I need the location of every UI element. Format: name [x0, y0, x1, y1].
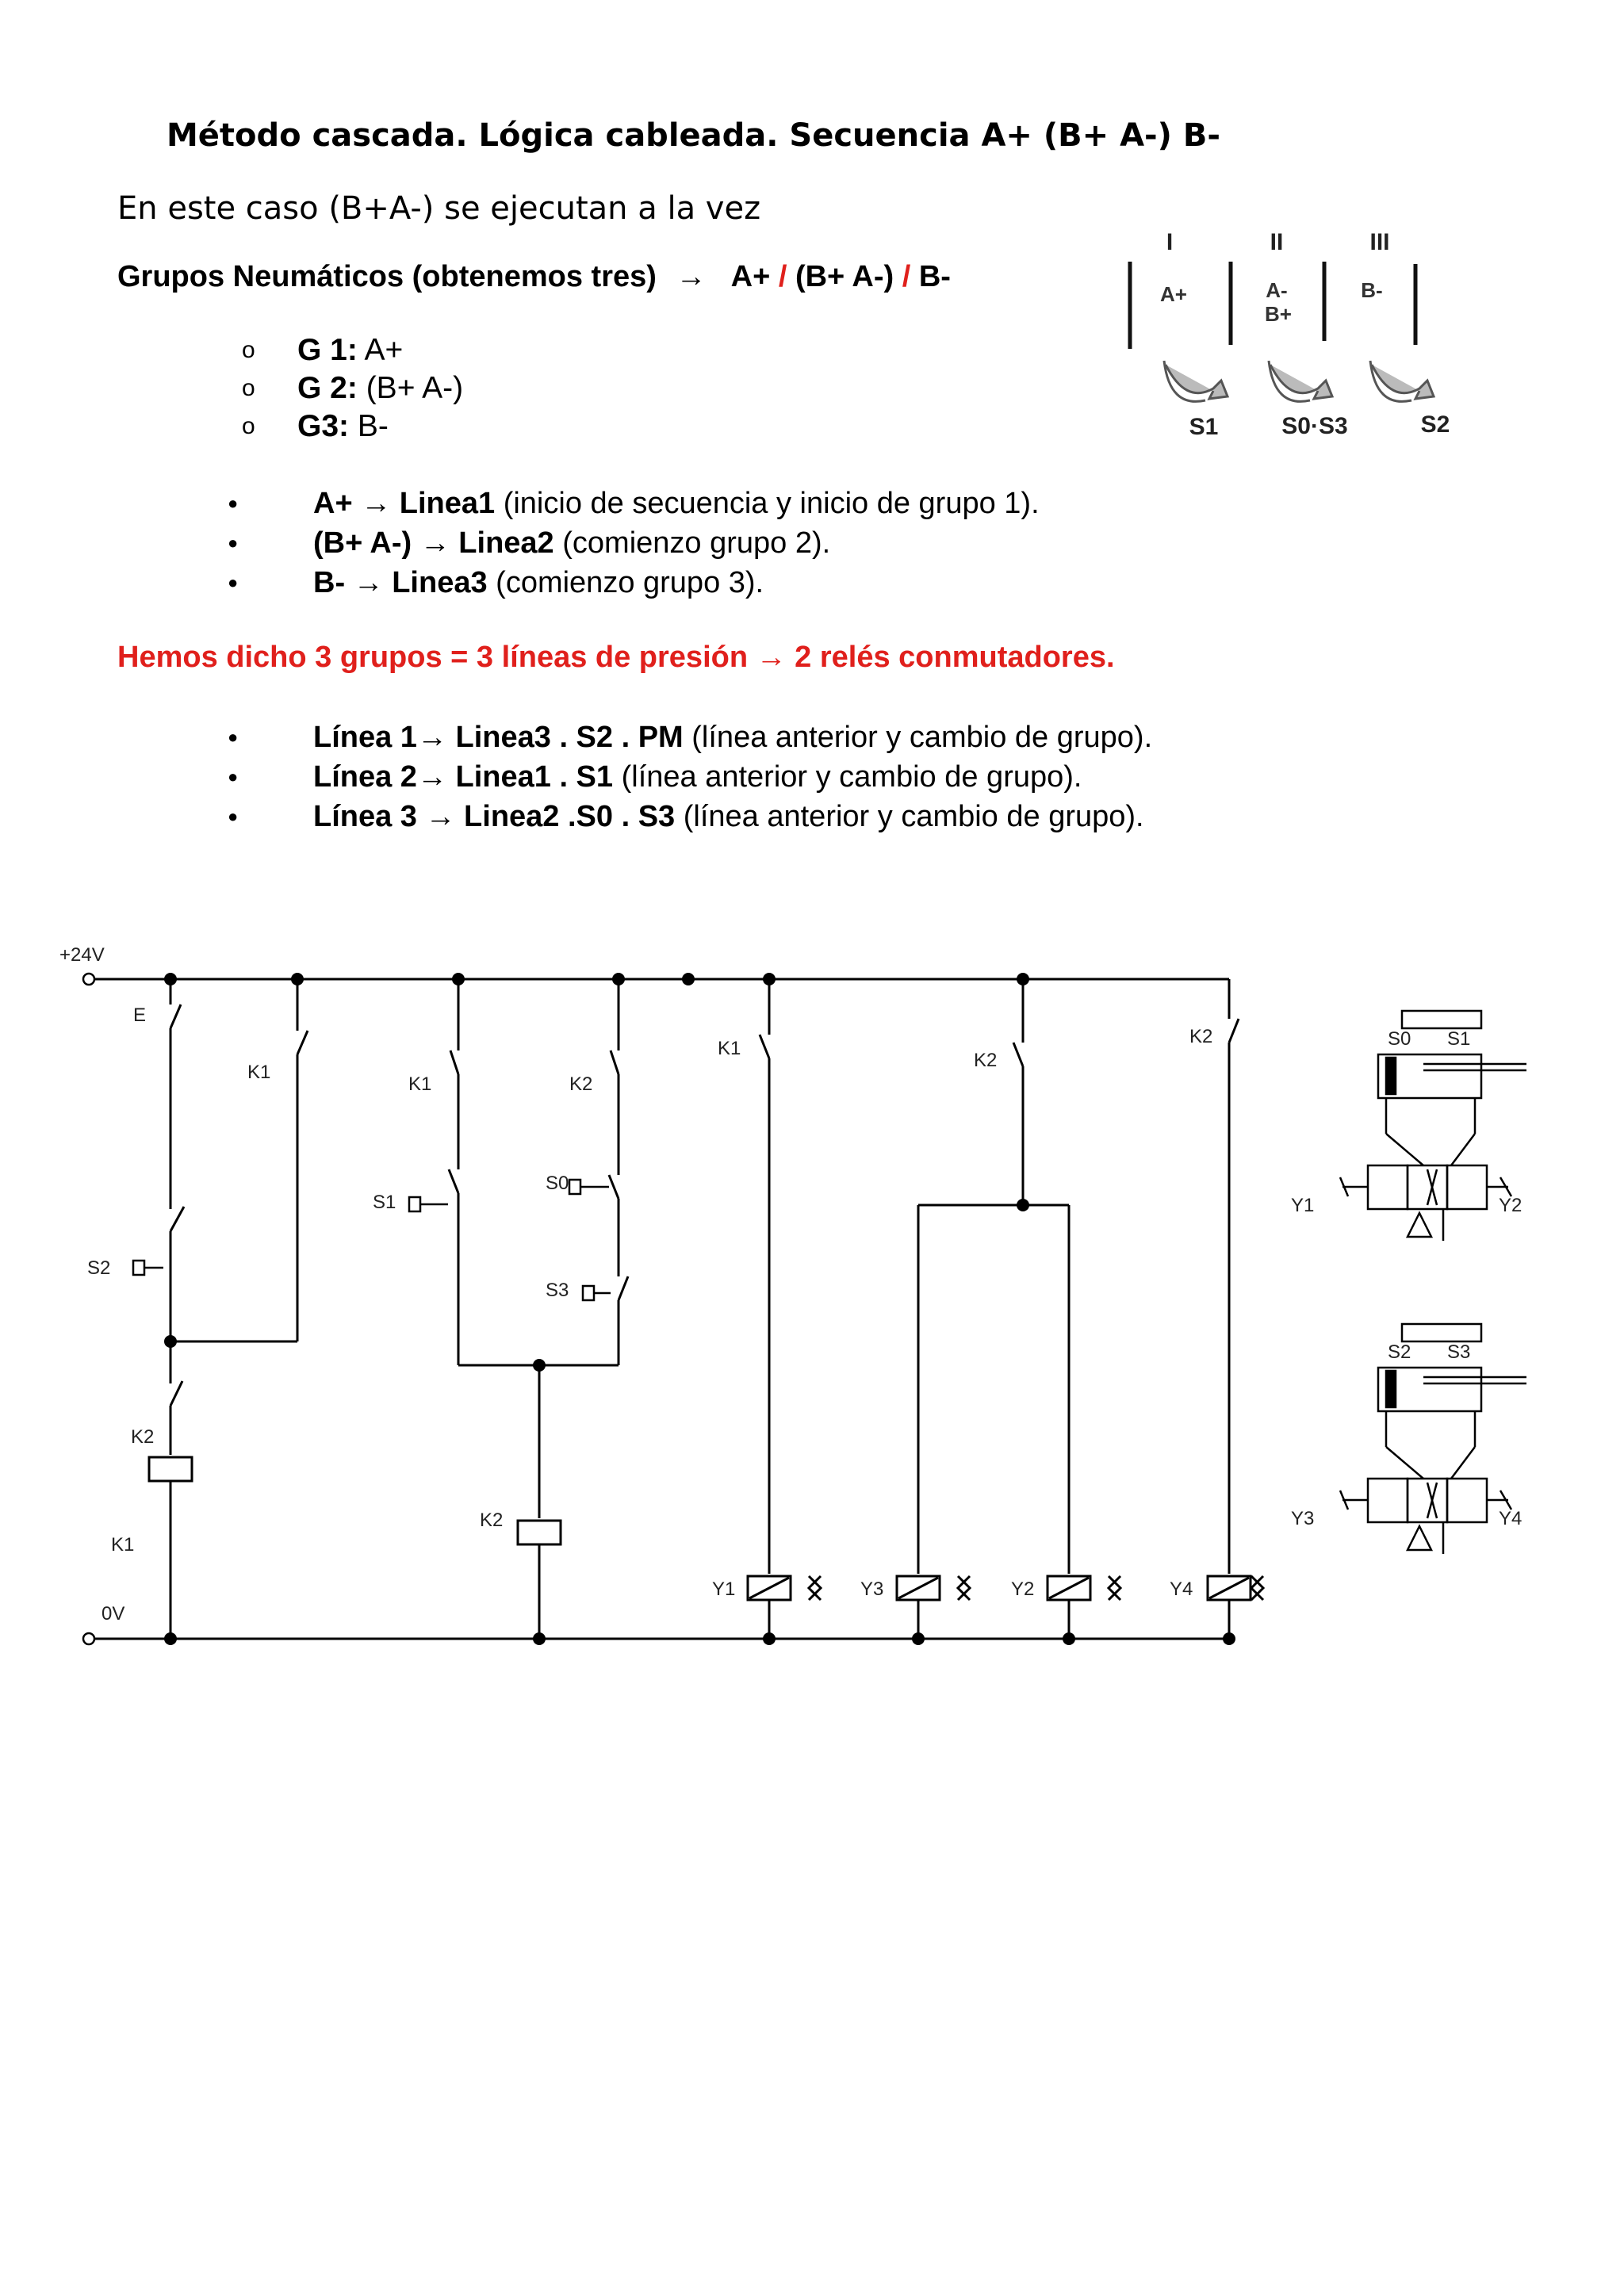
list-item	[226, 718, 1152, 757]
bullet-icon: ●	[228, 533, 239, 553]
grupos-seq-b: (B+ A-)	[795, 260, 894, 293]
group-value: B-	[349, 409, 389, 443]
list-item	[226, 563, 1040, 603]
box-3-label: B-	[1361, 278, 1383, 302]
change-bold: Línea 1→ Linea3 . S2 . PM	[313, 721, 684, 754]
signal-s2: S2	[1420, 411, 1450, 438]
cascade-diagram	[1110, 218, 1522, 456]
grupos-sep-1: /	[770, 260, 795, 293]
list-item	[242, 331, 463, 369]
change-rest: (línea anterior y cambio de grupo).	[613, 760, 1082, 794]
circle-bullet-icon: o	[242, 413, 255, 439]
k1-label: K1	[718, 1038, 741, 1059]
line-rest: (inicio de secuencia y inicio de grupo 1).	[495, 487, 1040, 520]
y4-label: Y4	[1170, 1578, 1193, 1600]
group-name: G 1:	[297, 333, 358, 367]
roman-3: III	[1369, 229, 1390, 255]
line-bold: (B+ A-) → Linea2	[313, 526, 554, 560]
bullet-icon: ●	[228, 806, 239, 826]
change-rest: (línea anterior y cambio de grupo).	[683, 721, 1153, 754]
bullet-icon: ●	[228, 727, 239, 747]
junction-dots	[164, 973, 1235, 1645]
k2-label: K2	[131, 1426, 155, 1448]
y1-label: Y1	[712, 1578, 736, 1600]
k2-coil-label: K2	[480, 1510, 504, 1531]
s0-label: S0	[546, 1173, 569, 1194]
group-value: A+	[357, 333, 404, 367]
grupos-seq-a: A+	[730, 260, 771, 293]
change-rest: (línea anterior y cambio de grupo).	[675, 800, 1144, 833]
y3-label: Y3	[860, 1578, 884, 1600]
circle-bullet-icon: o	[242, 375, 255, 401]
box-1-label: A+	[1160, 282, 1187, 306]
s1-sensor-label: S1	[1447, 1028, 1471, 1050]
bullet-icon: ●	[228, 767, 239, 786]
group-name: G3:	[297, 409, 350, 443]
y1-valve-label: Y1	[1291, 1195, 1315, 1216]
list-item	[226, 484, 1040, 523]
list-item	[226, 757, 1152, 797]
signal-s1: S1	[1189, 414, 1219, 440]
group-value: (B+ A-)	[357, 371, 464, 405]
grupos-sep-2: /	[894, 260, 919, 293]
list-item	[226, 523, 1040, 563]
roman-1: I	[1166, 229, 1174, 255]
arrow-icon: →	[676, 260, 707, 293]
line-rest: (comienzo grupo 3).	[487, 566, 764, 599]
line-bold: A+ → Linea1	[313, 487, 496, 520]
ground-label: 0V	[102, 1603, 125, 1624]
circle-bullet-icon: o	[242, 337, 255, 363]
y2-label: Y2	[1011, 1578, 1035, 1600]
y3-valve-label: Y3	[1291, 1508, 1315, 1529]
line-list	[226, 484, 1040, 603]
s3-sensor-label: S3	[1447, 1341, 1471, 1363]
y2-valve-label: Y2	[1499, 1195, 1522, 1216]
k2-label: K2	[1189, 1026, 1213, 1047]
change-list	[226, 718, 1152, 836]
bullet-icon: ●	[228, 493, 239, 513]
hemos-text: Hemos dicho 3 grupos = 3 líneas de presión → 2 relés conmutadores.	[117, 641, 1115, 674]
roman-2: II	[1270, 229, 1284, 255]
s0-sensor-label: S0	[1388, 1028, 1411, 1050]
s3-label: S3	[546, 1280, 569, 1301]
change-bold: Línea 2→ Linea1 . S1	[313, 760, 614, 794]
grupos-label: Grupos Neumáticos (obtenemos tres)	[117, 260, 657, 293]
k1-label: K1	[247, 1062, 271, 1083]
list-item	[242, 369, 463, 408]
grupos-seq-c: B-	[918, 260, 951, 293]
line-rest: (comienzo grupo 2).	[553, 526, 831, 560]
s1-label: S1	[373, 1192, 396, 1213]
bullet-icon: ●	[228, 572, 239, 592]
box-2-top: A-	[1266, 278, 1288, 302]
k2-label: K2	[974, 1050, 998, 1071]
supply-label: +24V	[59, 944, 105, 966]
ladder-circuit	[0, 928, 1624, 1657]
line-bold: B- → Linea3	[313, 566, 488, 599]
list-item	[242, 408, 463, 446]
s2-sensor-label: S2	[1388, 1341, 1411, 1363]
change-bold: Línea 3 → Linea2 .S0 . S3	[313, 800, 676, 833]
k1-label: K1	[408, 1073, 432, 1095]
signal-s0-s3: S0·S3	[1281, 413, 1348, 439]
grupos-heading	[117, 260, 951, 294]
group-list	[242, 331, 463, 446]
box-2-bottom: B+	[1265, 302, 1292, 326]
intro-text: En este caso (B+A-) se ejecutan a la vez	[117, 190, 761, 227]
y4-valve-label: Y4	[1499, 1508, 1522, 1529]
cascade-arrows	[1164, 361, 1434, 401]
page-title: Método cascada. Lógica cableada. Secuencia A+ (B+ A-) B-	[167, 117, 1220, 154]
e-label: E	[133, 1004, 147, 1026]
k1-coil-label: K1	[111, 1534, 135, 1556]
s2-label: S2	[87, 1257, 111, 1279]
pneumatic-schematic	[1340, 1011, 1526, 1554]
group-name: G 2:	[297, 371, 358, 405]
list-item	[226, 797, 1152, 836]
k2-label: K2	[569, 1073, 593, 1095]
